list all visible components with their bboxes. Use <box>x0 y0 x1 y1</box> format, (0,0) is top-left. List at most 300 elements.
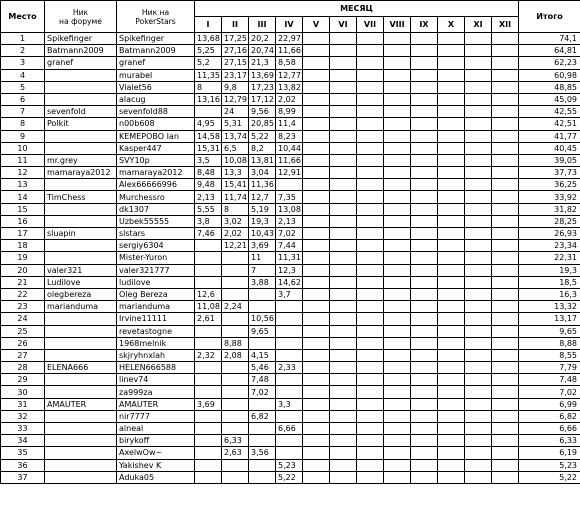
cell-month-5 <box>303 240 330 252</box>
table-row <box>1 240 580 252</box>
cell-month-6 <box>330 459 357 471</box>
cell-month-3: 10,56 <box>249 313 276 325</box>
cell-forum-nick <box>45 374 117 386</box>
cell-pokerstars-nick: Oleg Bereza <box>117 288 195 300</box>
cell-month-8 <box>384 215 411 227</box>
cell-total: 41,77 <box>519 130 580 142</box>
cell-month-6 <box>330 276 357 288</box>
cell-month-2: 6,33 <box>222 435 249 447</box>
cell-month-11 <box>465 93 492 105</box>
cell-month-4: 13,08 <box>276 203 303 215</box>
cell-month-8 <box>384 69 411 81</box>
cell-month-12 <box>492 398 519 410</box>
cell-month-8 <box>384 459 411 471</box>
cell-month-9 <box>411 191 438 203</box>
cell-total: 39,05 <box>519 154 580 166</box>
cell-month-10 <box>438 386 465 398</box>
cell-month-6 <box>330 447 357 459</box>
cell-month-6 <box>330 215 357 227</box>
cell-month-8 <box>384 349 411 361</box>
cell-month-4: 2,33 <box>276 362 303 374</box>
cell-month-1: 3,5 <box>195 154 222 166</box>
cell-forum-nick <box>45 386 117 398</box>
cell-month-3: 13,69 <box>249 69 276 81</box>
cell-month-3: 7,02 <box>249 386 276 398</box>
cell-pokerstars-nick: Murchessro <box>117 191 195 203</box>
cell-month-7 <box>357 301 384 313</box>
cell-month-9 <box>411 57 438 69</box>
table-row <box>1 252 580 264</box>
cell-month-10 <box>438 215 465 227</box>
cell-month-3 <box>249 337 276 349</box>
cell-month-1: 14,58 <box>195 130 222 142</box>
cell-place: 35 <box>1 447 45 459</box>
cell-month-11 <box>465 398 492 410</box>
cell-month-6 <box>330 191 357 203</box>
cell-month-1: 8 <box>195 81 222 93</box>
cell-month-5 <box>303 118 330 130</box>
cell-month-3: 21,3 <box>249 57 276 69</box>
month-header-6: VI <box>330 17 357 33</box>
cell-month-4: 5,23 <box>276 459 303 471</box>
cell-month-12 <box>492 325 519 337</box>
cell-month-8 <box>384 57 411 69</box>
cell-total: 22,31 <box>519 252 580 264</box>
cell-month-4 <box>276 179 303 191</box>
month-header-3: III <box>249 17 276 33</box>
cell-month-7 <box>357 179 384 191</box>
cell-month-4 <box>276 447 303 459</box>
cell-month-5 <box>303 142 330 154</box>
cell-month-5 <box>303 435 330 447</box>
cell-forum-nick <box>45 337 117 349</box>
cell-total: 26,93 <box>519 228 580 240</box>
cell-month-7 <box>357 33 384 45</box>
cell-month-3: 10,43 <box>249 228 276 240</box>
cell-month-2: 11,74 <box>222 191 249 203</box>
cell-month-10 <box>438 435 465 447</box>
cell-month-2 <box>222 276 249 288</box>
cell-pokerstars-nick: alneal <box>117 423 195 435</box>
cell-month-1 <box>195 423 222 435</box>
month-header-9: IX <box>411 17 438 33</box>
cell-month-11 <box>465 435 492 447</box>
table-row <box>1 130 580 142</box>
cell-month-10 <box>438 191 465 203</box>
cell-month-5 <box>303 228 330 240</box>
cell-month-8 <box>384 167 411 179</box>
cell-month-10 <box>438 167 465 179</box>
cell-month-1 <box>195 471 222 483</box>
table-row <box>1 57 580 69</box>
cell-month-5 <box>303 252 330 264</box>
cell-month-2 <box>222 264 249 276</box>
cell-total: 33,92 <box>519 191 580 203</box>
cell-month-10 <box>438 276 465 288</box>
table-row <box>1 398 580 410</box>
table-row <box>1 81 580 93</box>
cell-month-7 <box>357 57 384 69</box>
cell-month-6 <box>330 33 357 45</box>
cell-month-2 <box>222 398 249 410</box>
cell-month-5 <box>303 349 330 361</box>
month-header-5: V <box>303 17 330 33</box>
cell-total: 13,32 <box>519 301 580 313</box>
cell-month-11 <box>465 33 492 45</box>
cell-month-9 <box>411 264 438 276</box>
cell-month-10 <box>438 471 465 483</box>
cell-pokerstars-nick: sergiy6304 <box>117 240 195 252</box>
cell-total: 7,79 <box>519 362 580 374</box>
cell-forum-nick: olegbereza <box>45 288 117 300</box>
cell-pokerstars-nick: HELEN666588 <box>117 362 195 374</box>
cell-month-4 <box>276 325 303 337</box>
cell-month-1: 2,32 <box>195 349 222 361</box>
cell-month-1 <box>195 276 222 288</box>
cell-month-3: 3,04 <box>249 167 276 179</box>
cell-month-5 <box>303 81 330 93</box>
cell-month-7 <box>357 215 384 227</box>
header-nick-forum <box>45 1 117 33</box>
cell-pokerstars-nick: Spikefinger <box>117 33 195 45</box>
cell-month-7 <box>357 203 384 215</box>
cell-month-11 <box>465 45 492 57</box>
cell-month-2 <box>222 410 249 422</box>
cell-place: 29 <box>1 374 45 386</box>
table-row <box>1 435 580 447</box>
cell-pokerstars-nick: Yakishev K <box>117 459 195 471</box>
month-header-1: I <box>195 17 222 33</box>
cell-month-7 <box>357 410 384 422</box>
cell-month-2: 8,88 <box>222 337 249 349</box>
cell-month-9 <box>411 362 438 374</box>
cell-total: 6,99 <box>519 398 580 410</box>
cell-month-7 <box>357 362 384 374</box>
cell-pokerstars-nick: linev74 <box>117 374 195 386</box>
cell-month-3 <box>249 435 276 447</box>
cell-month-9 <box>411 374 438 386</box>
cell-month-1 <box>195 410 222 422</box>
cell-place: 32 <box>1 410 45 422</box>
cell-place: 15 <box>1 203 45 215</box>
cell-month-5 <box>303 93 330 105</box>
cell-month-12 <box>492 167 519 179</box>
cell-month-12 <box>492 374 519 386</box>
table-row <box>1 423 580 435</box>
cell-month-4: 7,02 <box>276 228 303 240</box>
cell-month-12 <box>492 57 519 69</box>
cell-month-10 <box>438 374 465 386</box>
cell-month-4: 12,77 <box>276 69 303 81</box>
cell-month-5 <box>303 459 330 471</box>
cell-month-10 <box>438 264 465 276</box>
table-row <box>1 203 580 215</box>
cell-month-12 <box>492 69 519 81</box>
cell-month-11 <box>465 276 492 288</box>
cell-forum-nick <box>45 349 117 361</box>
cell-month-2 <box>222 386 249 398</box>
table-row <box>1 349 580 361</box>
cell-month-12 <box>492 349 519 361</box>
cell-month-1 <box>195 106 222 118</box>
table-row <box>1 362 580 374</box>
cell-month-10 <box>438 349 465 361</box>
cell-month-7 <box>357 276 384 288</box>
cell-month-4 <box>276 313 303 325</box>
cell-month-8 <box>384 106 411 118</box>
cell-pokerstars-nick: Alex66666996 <box>117 179 195 191</box>
cell-month-11 <box>465 142 492 154</box>
cell-month-6 <box>330 69 357 81</box>
cell-month-7 <box>357 264 384 276</box>
cell-month-6 <box>330 130 357 142</box>
cell-forum-nick: mamaraya2012 <box>45 167 117 179</box>
cell-month-5 <box>303 276 330 288</box>
cell-month-12 <box>492 191 519 203</box>
cell-month-3: 3,69 <box>249 240 276 252</box>
cell-pokerstars-nick: Irvine11111 <box>117 313 195 325</box>
cell-month-5 <box>303 313 330 325</box>
cell-place: 5 <box>1 81 45 93</box>
cell-pokerstars-nick: Kasper447 <box>117 142 195 154</box>
cell-pokerstars-nick: za999za <box>117 386 195 398</box>
cell-month-5 <box>303 179 330 191</box>
cell-month-4: 22,97 <box>276 33 303 45</box>
cell-month-2 <box>222 313 249 325</box>
cell-month-11 <box>465 410 492 422</box>
cell-month-2: 10,08 <box>222 154 249 166</box>
cell-month-9 <box>411 301 438 313</box>
table-row <box>1 459 580 471</box>
cell-month-11 <box>465 264 492 276</box>
cell-total: 42,55 <box>519 106 580 118</box>
cell-place: 9 <box>1 130 45 142</box>
cell-month-9 <box>411 167 438 179</box>
cell-place: 33 <box>1 423 45 435</box>
cell-total: 7,02 <box>519 386 580 398</box>
cell-pokerstars-nick: birykoff <box>117 435 195 447</box>
month-header-10: X <box>438 17 465 33</box>
cell-month-8 <box>384 179 411 191</box>
cell-month-3: 9,65 <box>249 325 276 337</box>
cell-forum-nick <box>45 142 117 154</box>
cell-month-12 <box>492 459 519 471</box>
cell-total: 31,82 <box>519 203 580 215</box>
cell-month-6 <box>330 167 357 179</box>
cell-month-4: 2,13 <box>276 215 303 227</box>
cell-forum-nick <box>45 179 117 191</box>
cell-month-2: 5,31 <box>222 118 249 130</box>
cell-month-2: 27,16 <box>222 45 249 57</box>
cell-pokerstars-nick: alacug <box>117 93 195 105</box>
cell-total: 19,3 <box>519 264 580 276</box>
cell-month-1: 5,55 <box>195 203 222 215</box>
cell-month-8 <box>384 240 411 252</box>
cell-month-6 <box>330 471 357 483</box>
cell-month-4 <box>276 386 303 398</box>
cell-month-1: 13,68 <box>195 33 222 45</box>
cell-total: 5,22 <box>519 471 580 483</box>
cell-total: 13,17 <box>519 313 580 325</box>
cell-place: 20 <box>1 264 45 276</box>
standings-body <box>1 33 580 484</box>
cell-month-12 <box>492 264 519 276</box>
cell-month-3 <box>249 301 276 313</box>
cell-month-12 <box>492 179 519 191</box>
cell-month-12 <box>492 301 519 313</box>
cell-month-9 <box>411 93 438 105</box>
cell-month-6 <box>330 423 357 435</box>
cell-month-11 <box>465 167 492 179</box>
cell-month-5 <box>303 130 330 142</box>
cell-total: 62,23 <box>519 57 580 69</box>
month-header-2: II <box>222 17 249 33</box>
cell-place: 24 <box>1 313 45 325</box>
cell-place: 34 <box>1 435 45 447</box>
cell-month-2 <box>222 471 249 483</box>
cell-forum-nick <box>45 447 117 459</box>
cell-month-3: 11,36 <box>249 179 276 191</box>
cell-month-11 <box>465 313 492 325</box>
cell-month-4: 11,66 <box>276 154 303 166</box>
cell-forum-nick <box>45 69 117 81</box>
cell-month-6 <box>330 154 357 166</box>
cell-month-12 <box>492 423 519 435</box>
cell-month-11 <box>465 118 492 130</box>
cell-month-5 <box>303 45 330 57</box>
cell-month-7 <box>357 106 384 118</box>
cell-month-7 <box>357 398 384 410</box>
cell-pokerstars-nick: marianduma <box>117 301 195 313</box>
cell-month-11 <box>465 228 492 240</box>
header-nick-ps-line1: Ник на <box>141 7 170 17</box>
cell-pokerstars-nick: Uzbek55555 <box>117 215 195 227</box>
cell-month-9 <box>411 423 438 435</box>
cell-month-4 <box>276 435 303 447</box>
cell-month-7 <box>357 81 384 93</box>
cell-total: 74,1 <box>519 33 580 45</box>
cell-month-11 <box>465 215 492 227</box>
cell-month-2 <box>222 374 249 386</box>
cell-month-8 <box>384 276 411 288</box>
cell-month-4: 12,3 <box>276 264 303 276</box>
cell-forum-nick <box>45 459 117 471</box>
table-row <box>1 154 580 166</box>
cell-month-11 <box>465 203 492 215</box>
cell-month-4 <box>276 410 303 422</box>
cell-month-9 <box>411 276 438 288</box>
cell-month-6 <box>330 106 357 118</box>
cell-total: 8,55 <box>519 349 580 361</box>
cell-place: 23 <box>1 301 45 313</box>
cell-month-2: 2,02 <box>222 228 249 240</box>
cell-month-3: 7 <box>249 264 276 276</box>
cell-month-11 <box>465 423 492 435</box>
cell-month-7 <box>357 240 384 252</box>
cell-month-8 <box>384 325 411 337</box>
cell-total: 6,66 <box>519 423 580 435</box>
cell-total: 42,51 <box>519 118 580 130</box>
cell-month-5 <box>303 362 330 374</box>
cell-place: 27 <box>1 349 45 361</box>
cell-total: 60,98 <box>519 69 580 81</box>
cell-month-12 <box>492 81 519 93</box>
cell-month-11 <box>465 81 492 93</box>
cell-total: 23,34 <box>519 240 580 252</box>
cell-month-5 <box>303 398 330 410</box>
cell-month-10 <box>438 410 465 422</box>
cell-month-6 <box>330 362 357 374</box>
month-header-7: VII <box>357 17 384 33</box>
cell-month-10 <box>438 313 465 325</box>
cell-month-2: 8 <box>222 203 249 215</box>
cell-month-1: 11,08 <box>195 301 222 313</box>
cell-month-12 <box>492 276 519 288</box>
cell-place: 25 <box>1 325 45 337</box>
cell-month-7 <box>357 325 384 337</box>
cell-month-4: 8,99 <box>276 106 303 118</box>
cell-month-12 <box>492 118 519 130</box>
cell-forum-nick: Polkit <box>45 118 117 130</box>
cell-month-1: 2,61 <box>195 313 222 325</box>
cell-forum-nick <box>45 240 117 252</box>
cell-month-11 <box>465 459 492 471</box>
cell-month-3: 3,88 <box>249 276 276 288</box>
cell-month-10 <box>438 154 465 166</box>
cell-month-7 <box>357 386 384 398</box>
cell-month-4: 13,82 <box>276 81 303 93</box>
cell-place: 22 <box>1 288 45 300</box>
cell-month-12 <box>492 93 519 105</box>
cell-month-4: 8,23 <box>276 130 303 142</box>
cell-total: 6,33 <box>519 435 580 447</box>
cell-month-6 <box>330 410 357 422</box>
cell-month-8 <box>384 471 411 483</box>
cell-place: 13 <box>1 179 45 191</box>
cell-month-7 <box>357 337 384 349</box>
table-row <box>1 215 580 227</box>
cell-month-3 <box>249 288 276 300</box>
cell-month-3: 11 <box>249 252 276 264</box>
cell-month-8 <box>384 118 411 130</box>
cell-month-9 <box>411 325 438 337</box>
cell-month-11 <box>465 57 492 69</box>
cell-month-9 <box>411 69 438 81</box>
cell-month-5 <box>303 447 330 459</box>
month-header-4: IV <box>276 17 303 33</box>
cell-month-2: 12,79 <box>222 93 249 105</box>
cell-month-8 <box>384 45 411 57</box>
cell-forum-nick <box>45 93 117 105</box>
cell-forum-nick <box>45 81 117 93</box>
cell-month-8 <box>384 398 411 410</box>
cell-month-5 <box>303 288 330 300</box>
cell-month-7 <box>357 228 384 240</box>
cell-month-9 <box>411 228 438 240</box>
cell-month-11 <box>465 191 492 203</box>
cell-month-12 <box>492 45 519 57</box>
table-row <box>1 142 580 154</box>
cell-month-12 <box>492 447 519 459</box>
cell-place: 26 <box>1 337 45 349</box>
cell-month-9 <box>411 81 438 93</box>
cell-place: 18 <box>1 240 45 252</box>
cell-month-8 <box>384 313 411 325</box>
cell-place: 6 <box>1 93 45 105</box>
cell-month-8 <box>384 203 411 215</box>
cell-place: 28 <box>1 362 45 374</box>
cell-month-7 <box>357 167 384 179</box>
